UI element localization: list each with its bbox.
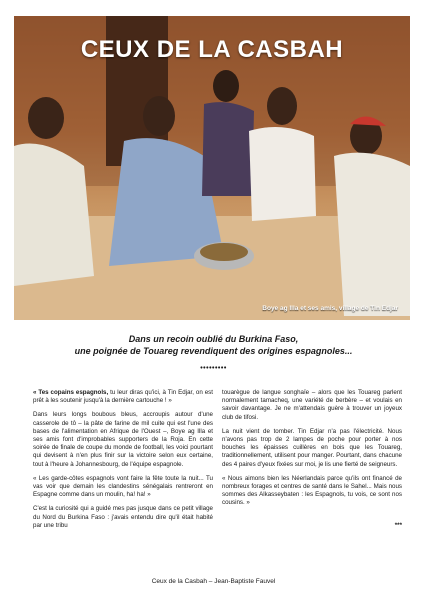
person-head-1 (28, 97, 64, 139)
lead-line-2: une poignée de Touareg revendiquent des origines espagnoles... (74, 346, 353, 356)
paragraph: C'est la curiosité qui a guidé mes pas jusque dans ce petit village du Nord du Burkina Faso : j'avais entendu dire qu'il était habité par une tribu (33, 505, 213, 529)
paragraph: « Les garde-côtes espagnols vont faire la fête toute la nuit... Tu vas voir que demain les clandestins sénégalais rentreront en Espagne comme dans un moulin, ha! ha! » (33, 474, 213, 499)
lead-paragraph (40, 333, 387, 357)
person-head-4 (267, 87, 297, 125)
paragraph: La nuit vient de tomber. Tin Edjar n'a pas l'électricité. Nous n'avons pas trop de 2 lampes de poche pour porter à nos bouches les épaisses cuillères en bois que les Touareg, traditionnellement, utilisent pour manger. Pourtant, dans chacune des 4 paires d'yeux fixées sur moi, je lis une fierté de seigneurs. (222, 427, 402, 468)
paragraph: « Nous aimons bien les Néerlandais parce qu'ils ont financé de nombreux forages et centres de santé dans le Sahel... Mais nous sommes des Alkasseybaten : les Espagnols, tu vois, ce sont nos cousins. » (222, 474, 402, 507)
person-body-1 (14, 144, 94, 287)
article-column-left (33, 389, 213, 536)
person-body-5 (334, 153, 410, 316)
lead-line-1: Dans un recoin oublié du Burkina Faso, (128, 334, 299, 344)
photo-caption: Boye ag Illa et ses amis, village de Tin Edjar (262, 305, 398, 312)
section-separator: ••••••••• (200, 365, 227, 372)
paragraph: touarègue de langue songhaïe – alors que les Touareg parlent normalement tamacheq, une variété de berbère – et voulais en savoir davantage. Je ne m'attendais guère à trouver un joyeux club de tifosi. (222, 389, 402, 421)
end-mark: *** (394, 521, 402, 529)
paragraph-text: tu leur diras qu'ici, à Tin Edjar, on est prêt à les soutenir jusqu'à la dernière cartouche ! » (33, 389, 213, 405)
page-footer: Ceux de la Casbah – Jean-Baptiste Fauvel (151, 578, 276, 585)
person-head-2 (143, 96, 175, 136)
food-shape (200, 243, 248, 261)
cover-photo (14, 16, 410, 320)
person-body-3 (202, 102, 254, 196)
article-column-right (222, 389, 402, 530)
paragraph (33, 389, 213, 405)
paragraph: Dans leurs longs boubous bleus, accroupis autour d'une casserole de tô – la pâte de farine de mil cuite qui est l'une des bases de l'alimentation en Afrique de l'Ouest –, Boye ag Illa et ses amis font d'improbables supporters de la Roja. En cette soirée de finale de coupe du monde de football, les voici pourtant qui devisent à n'en plus finir sur la victoire selon eux certaine, tout à l'heure à Johannesbourg, de l'équipe espagnole. (33, 411, 213, 468)
page-title: CEUX DE LA CASBAH (80, 36, 344, 63)
person-body-4 (249, 127, 316, 221)
person-head-3 (213, 70, 239, 102)
paragraph-bold-lead: « Tes copains espagnols, (33, 389, 109, 396)
